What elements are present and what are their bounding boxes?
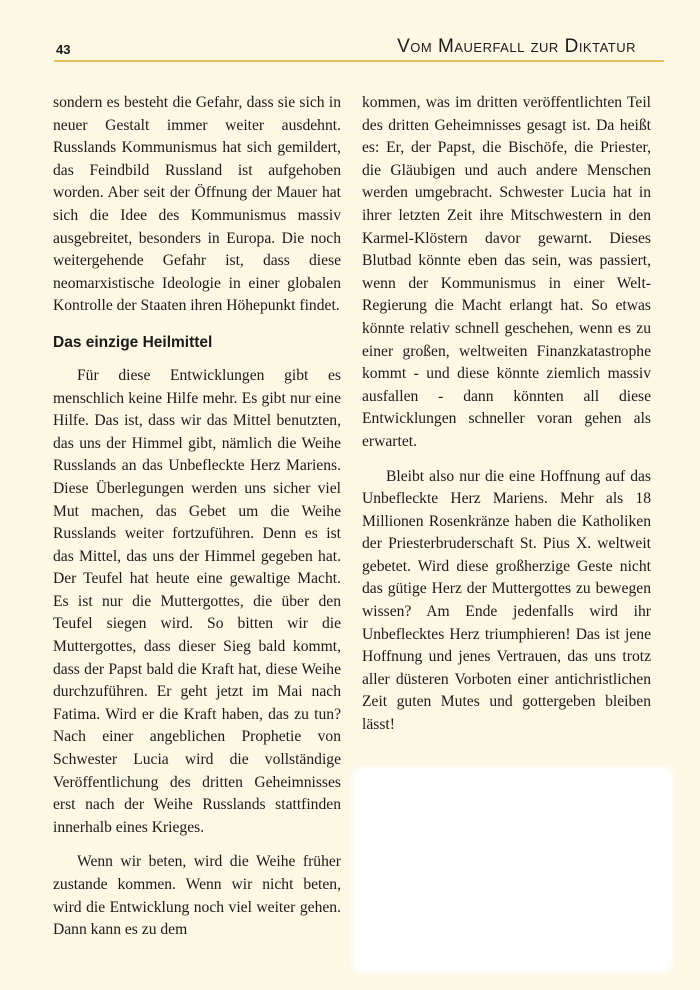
right-column	[362, 92, 651, 749]
section-heading: Das einzige Heilmittel	[53, 333, 213, 351]
page-header	[36, 34, 664, 64]
paragraph: Bleibt also nur die eine Hoffnung auf das Unbefleckte Herz Mariens. Mehr als 18 Millionen Rosenkränze haben die Katholiken der Priesterbruderschaft St. Pius X. weltweit gebetet. Wird diese großherzige Geste nicht das gütige Herz der Muttergottes zu bewegen wissen? Am Ende jedenfalls wird ihr Unbeflecktes Herz triumphieren! Das ist jene Hoffnung und jenes Vertrauen, das uns trotz aller düsteren Vorboten einer antichristlichen Zeit guten Mutes und gottergeben bleiben lässt!	[362, 467, 651, 734]
running-title: Vom Mauerfall zur Diktatur	[397, 36, 636, 57]
paragraph: Für diese Entwicklungen gibt es menschlich keine Hilfe mehr. Es gibt nur eine Hilfe. Das ist, dass wir das Mittel benutzten, das uns der Himmel gibt, nämlich die Weihe Russlands an das Unbefleckte Herz Mariens. Diese Überlegungen werden uns sicher viel Mut machen, das Gebet um die Weihe Russlands weiter fortzuführen. Denn es ist das Mittel, das uns der Himmel gegeben hat. Der Teufel hat heute eine gewaltige Macht. Es ist nur die Muttergottes, die über den Teufel siegen wird. So bitten wir die Muttergottes, dass dieser Sieg bald kommt, dass der Papst bald die Kraft hat, diese Weihe durchzuführen. Er geht jetzt im Mai nach Fatima. Wird er die Kraft haben, das zu tun? Nach einer angeblichen Prophetie von Schwester Lucia wird die vollständige Veröffentlichung des dritten Geheimnisses erst nach der Weihe Russlands stattfinden innerhalb eines Krieges.	[53, 366, 341, 836]
header-rule	[54, 60, 664, 62]
paragraph: sondern es besteht die Gefahr, dass sie sich in neuer Gestalt immer weiter ausdehnt. Russlands Kommunismus hat sich gemildert, das Feindbild Russland ist aufgehoben worden. Aber seit der Öffnung der Mauer hat sich die Idee des Kommunismus massiv ausgebreitet, besonders in Europa. Die noch weitergehende Gefahr ist, dass diese neomarxistische Ideologie in einer globalen Kontrolle der Staaten ihren Höhepunkt findet.	[53, 94, 341, 315]
left-column	[53, 92, 341, 954]
paragraph: Wenn wir beten, wird die Weihe früher zustande kommen. Wenn wir nicht beten, wird die Entwicklung noch viel weiter gehen. Dann kann es zu dem	[53, 853, 341, 939]
erased-area	[355, 770, 670, 970]
paragraph: kommen, was im dritten veröffentlichten Teil des dritten Geheimnisses gesagt ist. Da heißt es: Er, der Papst, die Bischöfe, die Priester, die Gläubigen und auch andere Menschen werden umgebracht. Schwester Lucia hat in ihrer letzten Zeit ihre Mitschwestern in den Karmel-Klöstern davor gewarnt. Dieses Blutbad könnte eben das sein, was passiert, wenn der Kommunismus in einer Welt-Regierung die Macht erlangt hat. So etwas könnte relativ schnell geschehen, wenn es zu einer großen, weltweiten Finanzkatastrophe kommt - und diese könnte ziemlich massiv ausfallen - dann könnten all diese Entwicklungen schneller voran gehen als erwartet.	[362, 94, 651, 450]
page-number: 43	[56, 42, 71, 57]
